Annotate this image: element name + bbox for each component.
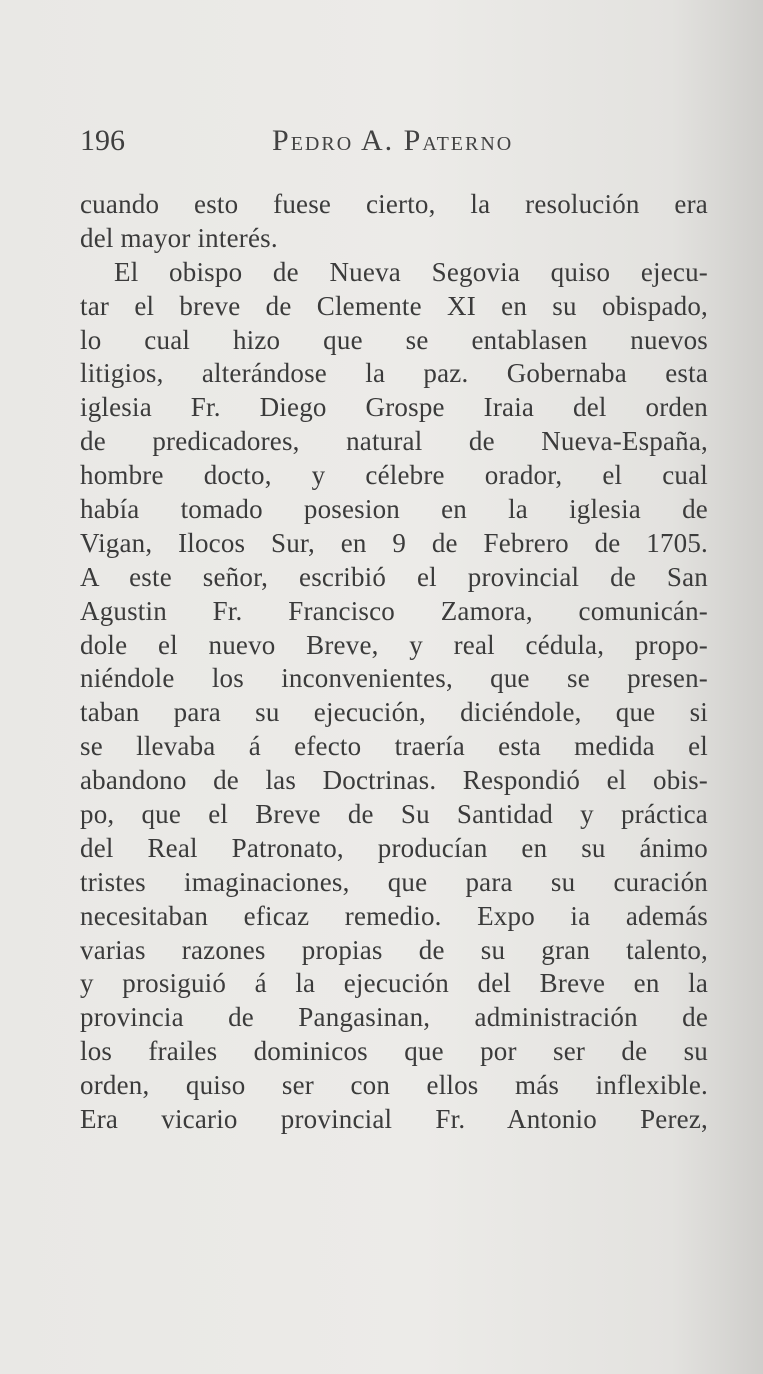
text-line-5: lo cual hizo que se entablasen nuevos bbox=[80, 324, 708, 355]
text-line-24: y prosiguió á la ejecución del Breve en la bbox=[80, 968, 708, 999]
text-line-21: tristes imaginaciones, que para su curación bbox=[80, 866, 708, 897]
text-line-14: dole el nuevo Breve, y real cédula, propo- bbox=[80, 629, 708, 660]
text-line-16: taban para su ejecución, diciéndole, que si bbox=[80, 697, 708, 728]
body-text bbox=[80, 188, 708, 1137]
text-line-28: Era vicario provincial Fr. Antonio Perez, bbox=[80, 1104, 708, 1135]
running-head-first-smallcaps: EDRO bbox=[290, 133, 354, 155]
text-line-12: A este señor, escribió el provincial de San bbox=[80, 561, 708, 592]
text-line-2: del mayor interés. bbox=[80, 222, 278, 253]
text-line-22: necesitaban eficaz remedio. Expo ia además bbox=[80, 900, 708, 931]
text-line-10: había tomado posesion en la iglesia de bbox=[80, 494, 708, 525]
page-header bbox=[80, 124, 708, 164]
page-number: 196 bbox=[80, 124, 125, 157]
text-line-11: Vigan, Ilocos Sur, en 9 de Febrero de 1705. bbox=[80, 527, 708, 558]
text-line-23: varias razones propias de su gran talento, bbox=[80, 934, 708, 965]
running-head-first: P bbox=[272, 124, 291, 157]
text-line-1: cuando esto fuese cierto, la resolución era bbox=[80, 189, 708, 219]
text-line-20: del Real Patronato, producían en su ánimo bbox=[80, 832, 708, 863]
text-line-13: Agustin Fr. Francisco Zamora, comunicán- bbox=[80, 595, 708, 626]
text-line-6: litigios, alterándose la paz. Gobernaba esta bbox=[80, 358, 708, 389]
text-line-18: abandono de las Doctrinas. Respondió el obis- bbox=[80, 765, 708, 796]
text-line-26: los frailes dominicos que por ser de su bbox=[80, 1036, 708, 1067]
text-line-7: iglesia Fr. Diego Grospe Iraia del orden bbox=[80, 392, 708, 423]
running-head bbox=[272, 124, 513, 158]
running-head-last-smallcaps: ATERNO bbox=[422, 133, 514, 155]
running-head-middle: A. P bbox=[353, 124, 423, 157]
text-line-3: El obispo de Nueva Segovia quiso ejecu- bbox=[114, 256, 708, 287]
text-line-17: se llevaba á efecto traería esta medida el bbox=[80, 731, 708, 762]
text-line-9: hombre docto, y célebre orador, el cual bbox=[80, 460, 708, 491]
text-line-19: po, que el Breve de Su Santidad y práctica bbox=[80, 799, 708, 830]
text-line-25: provincia de Pangasinan, administración de bbox=[80, 1002, 708, 1033]
text-line-8: de predicadores, natural de Nueva-España, bbox=[80, 426, 708, 457]
text-line-15: niéndole los inconvenientes, que se presen- bbox=[80, 663, 708, 694]
text-line-27: orden, quiso ser con ellos más inflexible. bbox=[80, 1070, 708, 1101]
text-line-4: tar el breve de Clemente XI en su obispado, bbox=[80, 290, 708, 321]
